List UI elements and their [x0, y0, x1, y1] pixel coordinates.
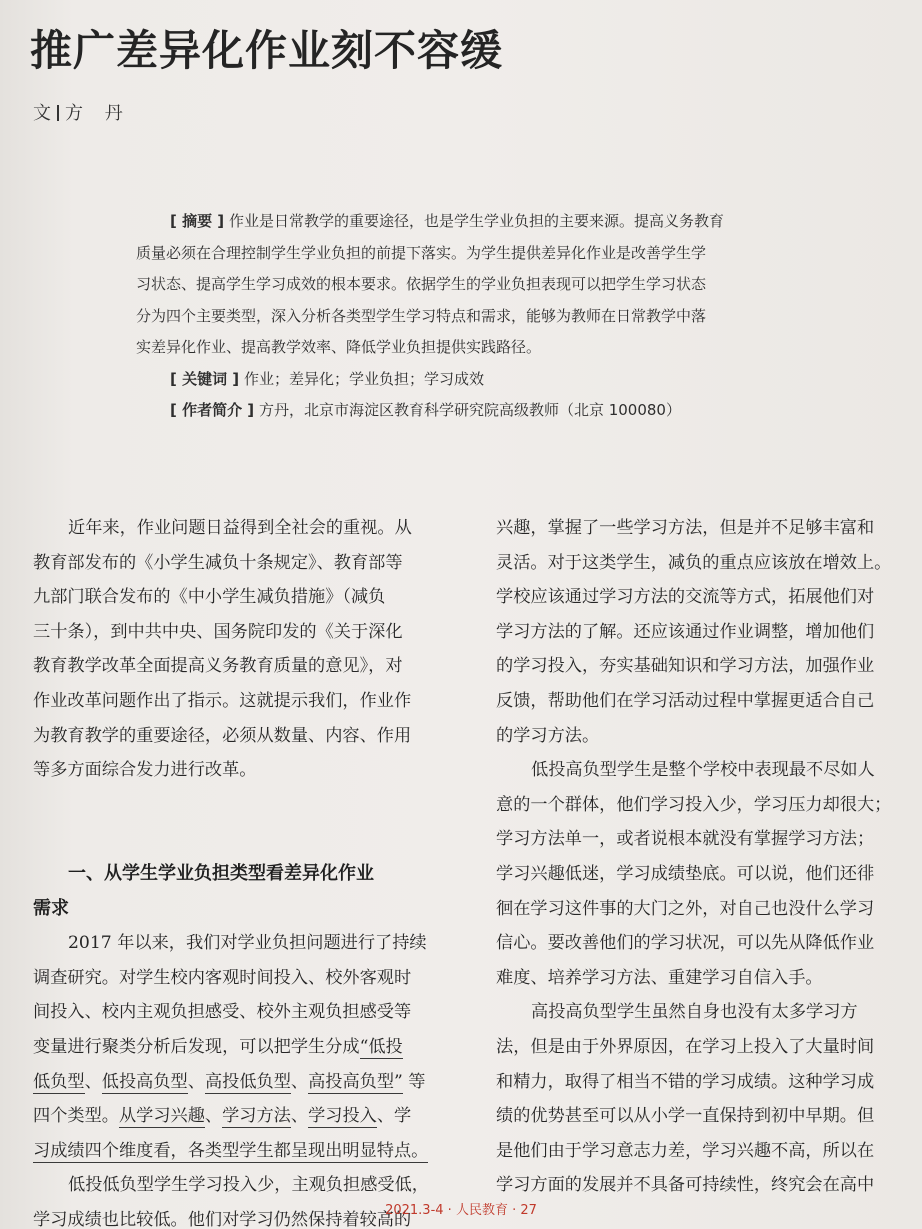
text-span: 、	[290, 1106, 309, 1127]
section-heading-cont: 需求	[33, 897, 69, 919]
paragraph-line: 灵活。对于这类学生，减负的重点应该放在增效上。	[496, 552, 892, 573]
paragraph-line: 学习方面的发展并不具备可持续性，终究会在高中	[496, 1175, 875, 1196]
paragraph-line: 法，但是由于外界原因，在学习上投入了大量时间	[496, 1036, 875, 1057]
underlined-text: “低投	[359, 1036, 403, 1057]
text-span: 、	[84, 1071, 102, 1092]
paragraph-line: 低投高负型学生是整个学校中表现最不尽如人	[531, 760, 875, 781]
paragraph-line: 作业改革问题作出了指示。这就提示我们，作业作	[33, 690, 412, 711]
paragraph-line: 高投高负型学生虽然自身也没有太多学习方	[531, 1002, 858, 1023]
paragraph-line: 绩的优势甚至可以从小学一直保持到初中早期。但	[496, 1106, 875, 1127]
paragraph-line: 学校应该通过学习方法的交流等方式，拓展他们对	[496, 587, 875, 608]
article-title: 推广差异化作业刻不容缓	[30, 26, 504, 75]
abstract-line: 习状态、提高学生学习成效的根本要求。依据学生的学业负担表现可以把学生学习状态	[136, 275, 707, 293]
paragraph-line: 的学习投入，夯实基础知识和学习方法，加强作业	[496, 656, 875, 677]
paragraph-line: 低投低负型学生学习投入少，主观负担感受低，	[68, 1175, 429, 1196]
byline-prefix: 文	[33, 103, 51, 124]
page-footer: 2021.3-4 · 人民教育 · 27	[385, 1203, 537, 1218]
abstract-line: 实差异化作业、提高教学效率、降低学业负担提供实践路径。	[136, 338, 542, 356]
underlined-text: 低投高负型	[101, 1071, 188, 1092]
paragraph-line: 的学习方法。	[496, 725, 600, 746]
paragraph-line: 反馈，帮助他们在学习活动过程中掌握更适合自己	[496, 690, 875, 711]
underlined-text: 从学习兴趣	[118, 1106, 205, 1127]
section-heading: 一、从学生学业负担类型看差异化作业	[68, 862, 374, 884]
text-span: 、学	[376, 1106, 412, 1127]
author-info-tag: [ 作者简介 ]	[170, 401, 255, 419]
underlined-text: 高投高负型”	[308, 1071, 403, 1092]
paragraph-line: 教育部发布的《小学生减负十条规定》、教育部等	[33, 552, 403, 573]
underlined-text: 学习方法	[222, 1106, 291, 1127]
underlined-text: 高投低负型	[204, 1071, 291, 1092]
keywords-line	[136, 364, 816, 396]
paragraph-line: 学习方法单一，或者说根本就没有掌握学习方法；	[496, 829, 875, 850]
paragraph-line: 学习兴趣低迷，学习成绩垫底。可以说，他们还徘	[496, 863, 875, 884]
author-info-text: 方丹，北京市海淀区教育科学研究院高级教师（北京 100080）	[258, 401, 681, 419]
paragraph-line: 九部门联合发布的《中小学生减负措施》（减负	[33, 587, 386, 608]
paragraph-line: 学习成绩也比较低。他们对学习仍然保持着较高的	[33, 1209, 412, 1229]
abstract-line: 分为四个主要类型，深入分析各类型学生学习特点和需求，能够为教师在日常教学中落	[136, 306, 707, 325]
text-span: 、	[187, 1071, 205, 1092]
paragraph-line: 2017 年以来，我们对学业负担问题进行了持续	[68, 933, 427, 954]
author-info-line	[136, 395, 816, 427]
underlined-text: 学习投入	[308, 1106, 377, 1127]
left-column	[33, 511, 443, 1229]
paragraph-line	[33, 1134, 443, 1169]
abstract-line	[136, 206, 816, 238]
paragraph-line: 徊在学习这件事的大门之外，对自己也没什么学习	[496, 898, 875, 919]
paragraph-line: 间投入、校内主观负担感受、校外主观负担感受等	[33, 1002, 412, 1023]
right-column	[496, 511, 906, 1203]
paragraph-line: 等多方面综合发力进行改革。	[33, 760, 257, 781]
paragraph-line: 意的一个群体，他们学习投入少，学习压力却很大；	[496, 794, 892, 815]
paragraph-line	[33, 1099, 443, 1134]
text-span: 、	[204, 1106, 223, 1127]
paragraph-line: 学习方法的了解。还应该通过作业调整，增加他们	[496, 621, 875, 642]
byline-divider	[57, 105, 59, 121]
paragraph-line: 调查研究。对学生校内客观时间投入、校外客观时	[33, 967, 412, 988]
abstract-line: 质量必须在合理控制学生学业负担的前提下落实。为学生提供差异化作业是改善学生学	[136, 243, 707, 262]
text-span: 四个类型。	[33, 1106, 119, 1127]
text-span: 等	[402, 1071, 426, 1092]
paragraph-line: 信心。要改善他们的学习状况，可以先从降低作业	[496, 933, 875, 954]
spacer	[33, 788, 443, 823]
paragraph-line: 是他们由于学习意志力差，学习兴趣不高，所以在	[496, 1140, 875, 1161]
text-span: 变量进行聚类分析后发现，可以把学生分成	[33, 1036, 360, 1057]
abstract-text: 作业是日常教学的重要途径，也是学生学业负担的主要来源。提高义务教育	[228, 212, 724, 230]
paragraph-line: 近年来，作业问题日益得到全社会的重视。从	[68, 518, 412, 538]
spacer	[33, 822, 443, 857]
abstract-block	[136, 206, 816, 427]
paragraph-line: 和精力，取得了相当不错的学习成绩。这种学习成	[496, 1071, 875, 1092]
paragraph-line: 兴趣，掌握了一些学习方法，但是并不足够丰富和	[496, 518, 875, 538]
paragraph-line	[33, 1065, 443, 1100]
author-name: 方 丹	[65, 103, 131, 124]
paragraph-line: 三十条），到中共中央、国务院印发的《关于深化	[33, 621, 403, 642]
paragraph-line: 难度、培养学习方法、重建学习自信入手。	[496, 967, 823, 988]
underlined-text: 习成绩四个维度看，各类型学生都呈现出明显特点。	[33, 1140, 429, 1161]
paragraph-line: 为教育教学的重要途径，必须从数量、内容、作用	[33, 725, 412, 746]
abstract-tag: [ 摘要 ]	[170, 212, 225, 230]
underlined-text: 低负型	[33, 1071, 85, 1092]
text-span: 、	[290, 1071, 309, 1092]
paragraph-line	[33, 1030, 443, 1065]
keywords-text: 作业；差异化；学业负担；学习成效	[243, 369, 484, 388]
paragraph-line: 教育教学改革全面提高义务教育质量的意见》，对	[33, 656, 403, 677]
byline	[33, 99, 131, 125]
keywords-tag: [ 关键词 ]	[170, 369, 240, 388]
